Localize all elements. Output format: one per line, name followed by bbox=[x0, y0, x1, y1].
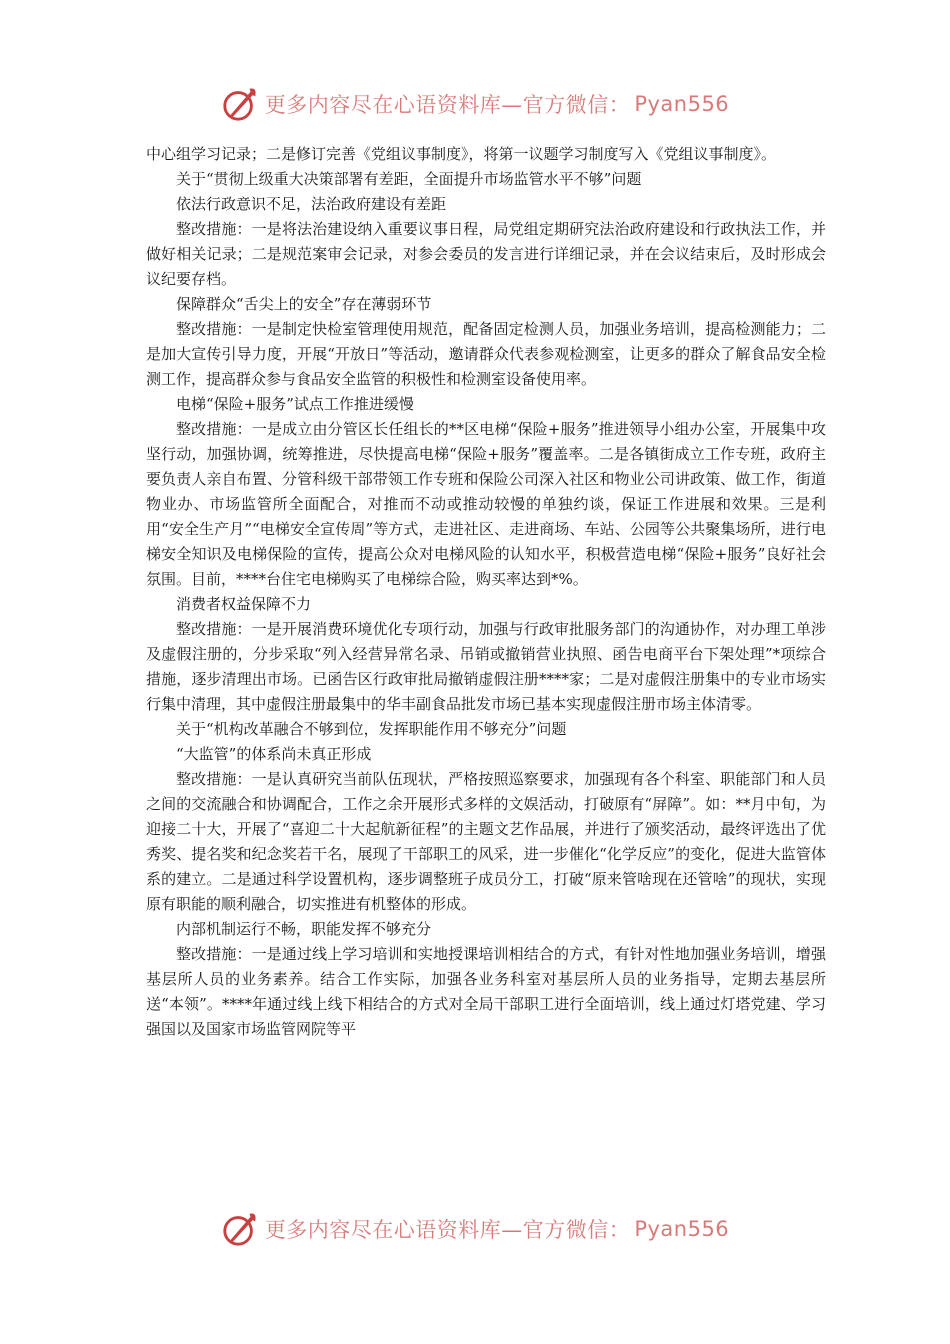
subsection-heading: 依法行政意识不足，法治政府建设有差距 bbox=[176, 195, 447, 213]
paragraph: 整改措施：一是成立由分管区长任组长的**区电梯“保险+服务”推进领导小组办公室，开展集中攻坚行动，加强协调，统筹推进，尽快提高电梯“保险+服务”覆盖率。二是各镇街成立工作专班，政府主要负责人亲自布置、分管科级干部带领工作专班和保险公司深入社区和物业公司讲政策、做工作，街道物业办、市场监管所全面配合，对推而不动或推动较慢的单独约谈，保证工作进展和效果。三是利用“安全生产月”“电梯安全宣传周”等方式，走进社区、走进商场、车站、公园等公共聚集场所，进行电梯安全知识及电梯保险的宣传，提高公众对电梯风险的认知水平，积极营造电梯“保险+服务”良好社会氛围。目前，****台住宅电梯购买了电梯综合险，购买率达到*%。 bbox=[146, 420, 826, 588]
paragraph: 整改措施：一是通过线上学习培训和实地授课培训相结合的方式，有针对性地加强业务培训，增强基层所人员的业务素养。结合工作实际，加强各业务科室对基层所人员的业务指导，定期去基层所送“本领”。****年通过线上线下相结合的方式对全局干部职工进行全面培训，线上通过灯塔党建、学习强国以及国家市场监管网院等平 bbox=[146, 945, 826, 1038]
subsection-heading: 内部机制运行不畅，职能发挥不够充分 bbox=[176, 920, 432, 938]
subsection-heading: 消费者权益保障不力 bbox=[176, 595, 312, 613]
watermark-text: 更多内容尽在心语资料库—官方微信： bbox=[264, 1218, 631, 1242]
paragraph: 整改措施：一是制定快检室管理使用规范，配备固定检测人员，加强业务培训，提高检测能力；二是加大宣传引导力度，开展“开放日”等活动，邀请群众代表参观检测室，让更多的群众了解食品安全检测工作，提高群众参与食品安全监管的积极性和检测室设备使用率。 bbox=[146, 320, 826, 388]
document-body bbox=[146, 142, 826, 1042]
watermark-text: 更多内容尽在心语资料库—官方微信： bbox=[264, 93, 631, 117]
quill-logo-icon bbox=[221, 1210, 259, 1248]
paragraph: 整改措施：一是认真研究当前队伍现状，严格按照巡察要求，加强现有各个科室、职能部门和人员之间的交流融合和协调配合，工作之余开展形式多样的文娱活动，打破原有“屏障”。如：**月中旬，为迎接二十大，开展了“喜迎二十大起航新征程”的主题文艺作品展，并进行了颁奖活动，最终评选出了优秀奖、提名奖和纪念奖若干名，展现了干部职工的风采，进一步催化“化学反应”的变化，促进大监管体系的建立。二是通过科学设置机构，逐步调整班子成员分工，打破“原来管啥现在还管啥”的现状，实现原有职能的顺利融合，切实推进有机整体的形成。 bbox=[146, 770, 826, 913]
subsection-heading: 保障群众“舌尖上的安全”存在薄弱环节 bbox=[176, 295, 432, 313]
watermark-banner-bottom bbox=[0, 1207, 950, 1251]
watermark-handle: Pyan556 bbox=[634, 1217, 730, 1241]
section-heading: 关于“贯彻上级重大决策部署有差距，全面提升市场监管水平不够”问题 bbox=[176, 170, 642, 188]
section-heading: 关于“机构改革融合不够到位，发挥职能作用不够充分”问题 bbox=[176, 720, 567, 738]
paragraph: 整改措施：一是开展消费环境优化专项行动，加强与行政审批服务部门的沟通协作，对办理工单涉及虚假注册的，分步采取“列入经营异常名录、吊销或撤销营业执照、函告电商平台下架处理”*项综合措施，逐步清理出市场。已函告区行政审批局撤销虚假注册****家；二是对虚假注册集中的专业市场实行集中清理，其中虚假注册最集中的华丰副食品批发市场已基本实现虚假注册市场主体清零。 bbox=[146, 620, 826, 713]
paragraph: 整改措施：一是将法治建设纳入重要议事日程，局党组定期研究法治政府建设和行政执法工作，并做好相关记录；二是规范案审会记录，对参会委员的发言进行详细记录，并在会议结束后，及时形成会议纪要存档。 bbox=[146, 220, 826, 288]
watermark-handle: Pyan556 bbox=[634, 92, 730, 116]
subsection-heading: 电梯“保险+服务”试点工作推进缓慢 bbox=[176, 395, 414, 413]
quill-logo-icon bbox=[221, 85, 259, 123]
paragraph: 中心组学习记录；二是修订完善《党组议事制度》，将第一议题学习制度写入《党组议事制度》。 bbox=[146, 145, 777, 163]
watermark-banner-top bbox=[0, 82, 950, 126]
subsection-heading: “大监管”的体系尚未真正形成 bbox=[176, 745, 372, 763]
